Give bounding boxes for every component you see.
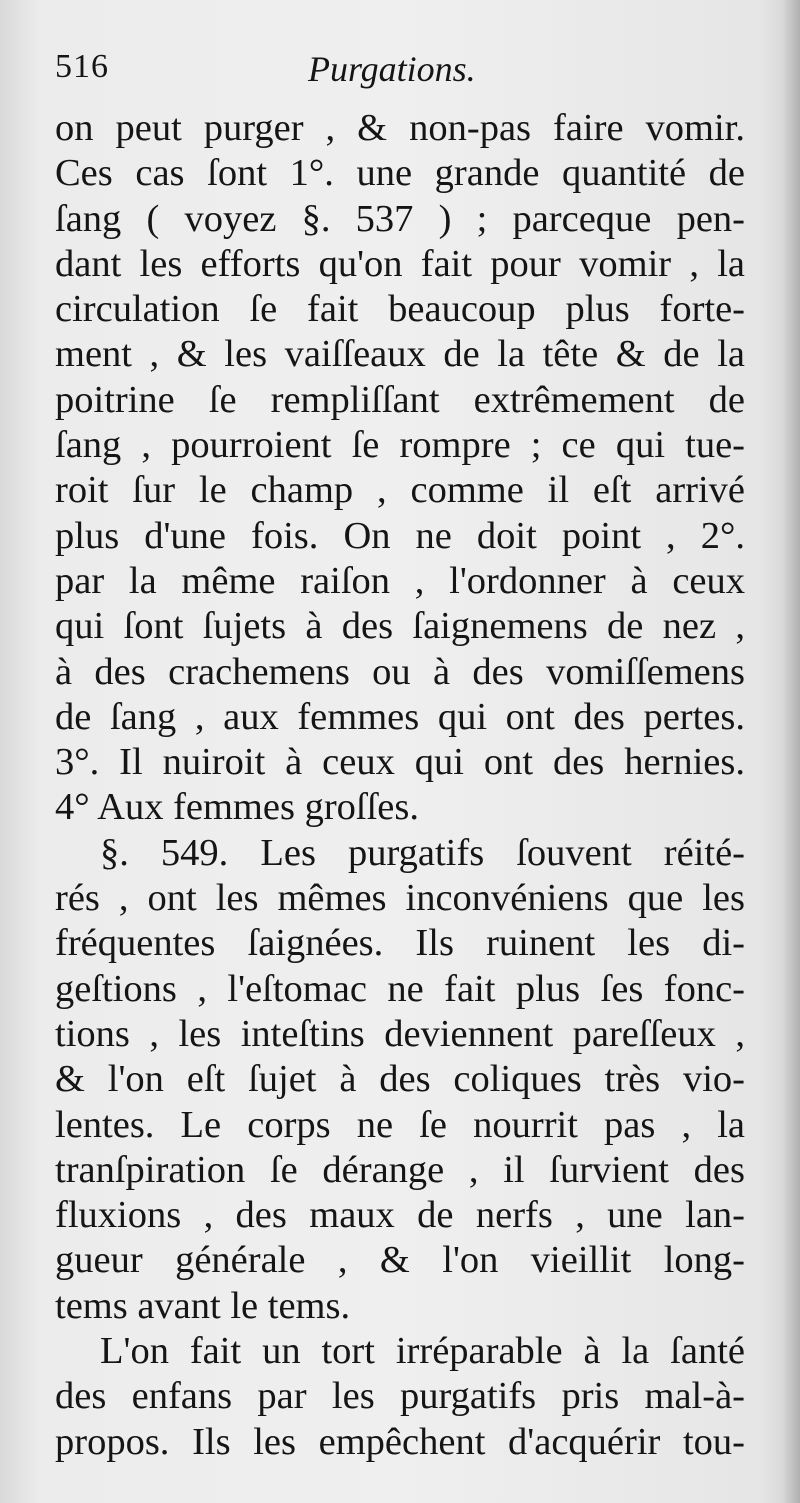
text-line: des enfans par les purgatifs pris mal-à- (55, 1375, 745, 1418)
text-line: dant les efforts qu'on fait pour vomir , la (55, 242, 745, 285)
text-line: fluxions , des maux de nerfs , une lan- (55, 1194, 745, 1237)
text-line: tions , les inteſtins deviennent pareſſeux , (55, 1012, 745, 1055)
text-line: ment , & les vaiſſeaux de la tête & de la (55, 333, 745, 376)
text-line: roit ſur le champ , comme il eſt arrivé (55, 469, 745, 512)
running-head (55, 48, 745, 108)
page-title: Purgations. (308, 49, 476, 89)
text-line: 3°. Il nuiroit à ceux qui ont des hernies. (55, 741, 745, 784)
text-line: lentes. Le corps ne ſe nourrit pas , la (55, 1103, 745, 1146)
text-line: L'on fait un tort irréparable à la ſanté (100, 1330, 745, 1373)
text-line: fréquentes ſaignées. Ils ruinent les di- (55, 922, 745, 965)
text-line: de ſang , aux femmes qui ont des pertes. (55, 695, 745, 738)
text-line: Ces cas ſont 1°. une grande quantité de (55, 152, 745, 195)
text-line: à des crachemens ou à des vomiſſemens (55, 650, 745, 693)
text-line: ſang ( voyez §. 537 ) ; parceque pen- (55, 197, 745, 240)
text-line: on peut purger , & non-pas faire vomir. (55, 107, 745, 149)
body-text (55, 106, 745, 1465)
text-line: tranſpiration ſe dérange , il ſurvient des (55, 1148, 745, 1191)
text-line: plus d'une fois. On ne doit point , 2°. (55, 514, 745, 557)
text-line: propos. Ils les empêchent d'acquérir tou- (55, 1420, 745, 1463)
text-line: gueur générale , & l'on vieillit long- (55, 1239, 745, 1282)
text-line: §. 549. Les purgatifs ſouvent réité- (100, 831, 745, 874)
text-line: par la même raiſon , l'ordonner à ceux (55, 559, 745, 602)
text-line: qui ſont ſujets à des ſaignemens de nez , (55, 605, 745, 648)
text-line: & l'on eſt ſujet à des coliques très vio- (55, 1058, 745, 1101)
text-line: rés , ont les mêmes inconvéniens que les (55, 877, 745, 920)
text-line: ſang , pourroient ſe rompre ; ce qui tue- (55, 424, 745, 467)
page-number: 516 (55, 48, 109, 85)
page-edge-shadow (782, 0, 800, 1503)
text-line: poitrine ſe rempliſſant extrêmement de (55, 378, 745, 421)
text-line: tems avant le tems. (55, 1284, 351, 1327)
text-line: 4° Aux femmes groſſes. (55, 786, 419, 829)
text-line: circulation ſe fait beaucoup plus forte- (55, 288, 745, 331)
text-line: geſtions , l'eſtomac ne fait plus ſes fonc- (55, 967, 745, 1010)
